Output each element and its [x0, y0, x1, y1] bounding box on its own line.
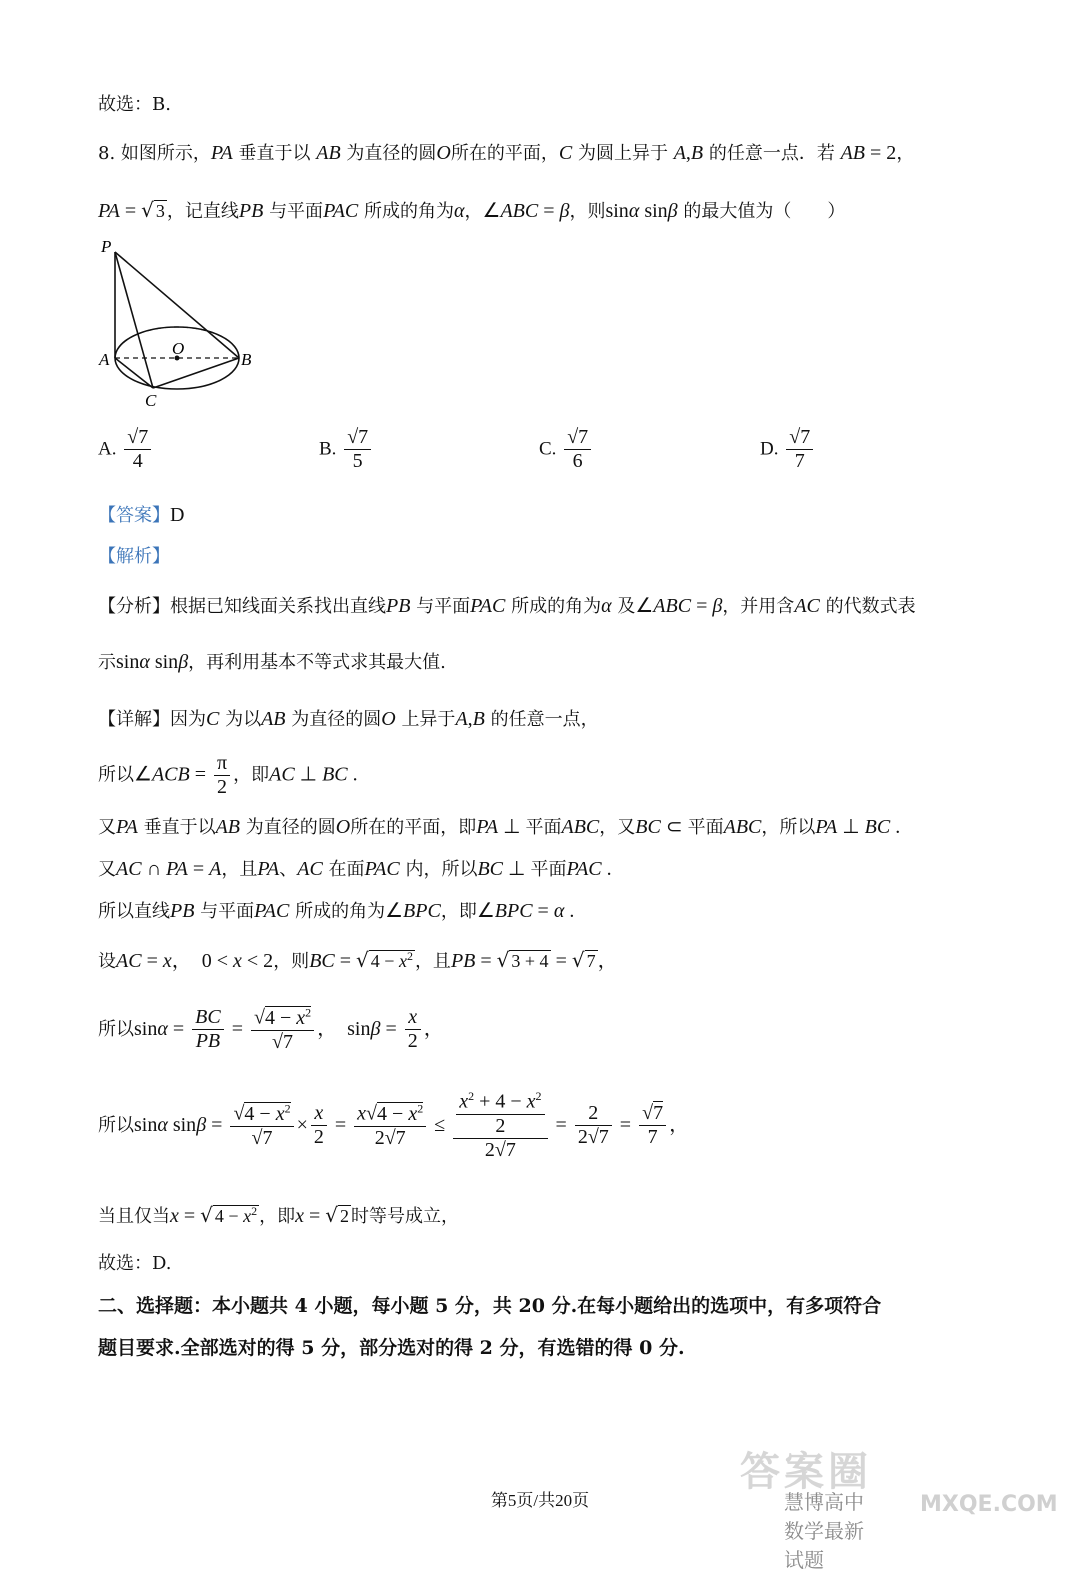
detail-line-2: 所以∠ACB = $\frac{\pi}{2}$ ，即AC ⊥ BC . [98, 752, 358, 798]
label-A: A [99, 350, 110, 369]
watermark: 答案圈 慧博高中数学最新试题 MXQE.COM [740, 1449, 1058, 1572]
page-footer: 第5页/共20页 [490, 1491, 590, 1510]
option-a[interactable]: A. $\frac{√7}{4}$ [98, 426, 154, 473]
geometry-figure [98, 236, 268, 412]
answer-line: 【答案】D [98, 504, 185, 526]
previous-answer: 故选：B. [98, 94, 171, 115]
label-P: P [101, 237, 112, 256]
detail-line-6: 设AC = x， 0 < x < 2，则BC = √ $4 - x^2$ ，且PB = √ 3 + 4 = √ 7 ， [98, 948, 618, 972]
detail-line-10: 故选：D. [98, 1253, 172, 1274]
section-2-heading-line-2: 题目要求.全部选对的得 5 分，部分选对的得 2 分，有选错的得 0 分. [98, 1337, 685, 1359]
option-c[interactable]: C. $\frac{√7}{6}$ [539, 426, 594, 473]
question-8-line-1: 8. 如图所示，PA 垂直于以 AB 为直径的圆O所在的平面，C 为圆上异于 A,B 的任意一点．若 AB = 2， [98, 142, 915, 164]
segment-BC [153, 358, 239, 388]
option-b[interactable]: B. $\frac{√7}{5}$ [319, 426, 374, 473]
detail-line-1: 【详解】因为C 为以AB 为直径的圆O 上异于A,B 的任意一点， [98, 708, 599, 730]
question-8-line-2: PA = √ 3 ，记直线PB 与平面PAC 所成的角为α，∠ABC = β，则sinα sinβ 的最大值为（ ） [98, 198, 846, 222]
detail-line-8: 所以sinα sinβ = $\frac{√4 - x^2}{√7}$ × $\frac{x}{2}$ = $\frac{x√4 - x^2}{2√7}$ ≤ $\frac{\frac{x^2 + 4 - x^2}{2}}{2√7}$ = $\frac{2}{2√7}$ = $\frac{√7}{7}$ ， [98, 1089, 690, 1161]
segment-PC [115, 252, 153, 388]
detail-line-5: 所以直线PB 与平面PAC 所成的角为∠BPC，即∠BPC = α . [98, 900, 575, 922]
analysis-line-2: 示sinα sinβ，再利用基本不等式求其最大值. [98, 651, 446, 673]
detail-line-3: 又PA 垂直于以AB 为直径的圆O所在的平面，即PA ⊥ 平面ABC，又BC ⊂ 平面ABC，所以PA ⊥ BC . [98, 816, 901, 838]
label-B: B [241, 350, 252, 369]
analysis-tag: 【解析】 [98, 546, 170, 567]
section-2-heading-line-1: 二、选择题：本小题共 4 小题，每小题 5 分，共 20 分.在每小题给出的选项中，有多项符合 [98, 1295, 882, 1317]
detail-line-4: 又AC ∩ PA = A，且PA、AC 在面PAC 内，所以BC ⊥ 平面PAC . [98, 858, 612, 880]
option-d[interactable]: D. $\frac{√7}{7}$ [760, 426, 816, 473]
detail-line-7: 所以sinα = $\frac{BC}{PB}$ = $\frac{√4 - x^2}{√7}$ ， sinβ = $\frac{x}{2}$ ， [98, 1005, 444, 1053]
segment-AC [115, 358, 153, 388]
label-C: C [145, 391, 157, 410]
analysis-line-1: 【分析】根据已知线面关系找出直线PB 与平面PAC 所成的角为α 及∠ABC = β，并用含AC 的代数式表 [98, 595, 916, 617]
detail-line-9: 当且仅当x = √ $4 - x^2$ ，即x = √ 2 时等号成立， [98, 1203, 459, 1227]
label-O: O [172, 339, 185, 358]
